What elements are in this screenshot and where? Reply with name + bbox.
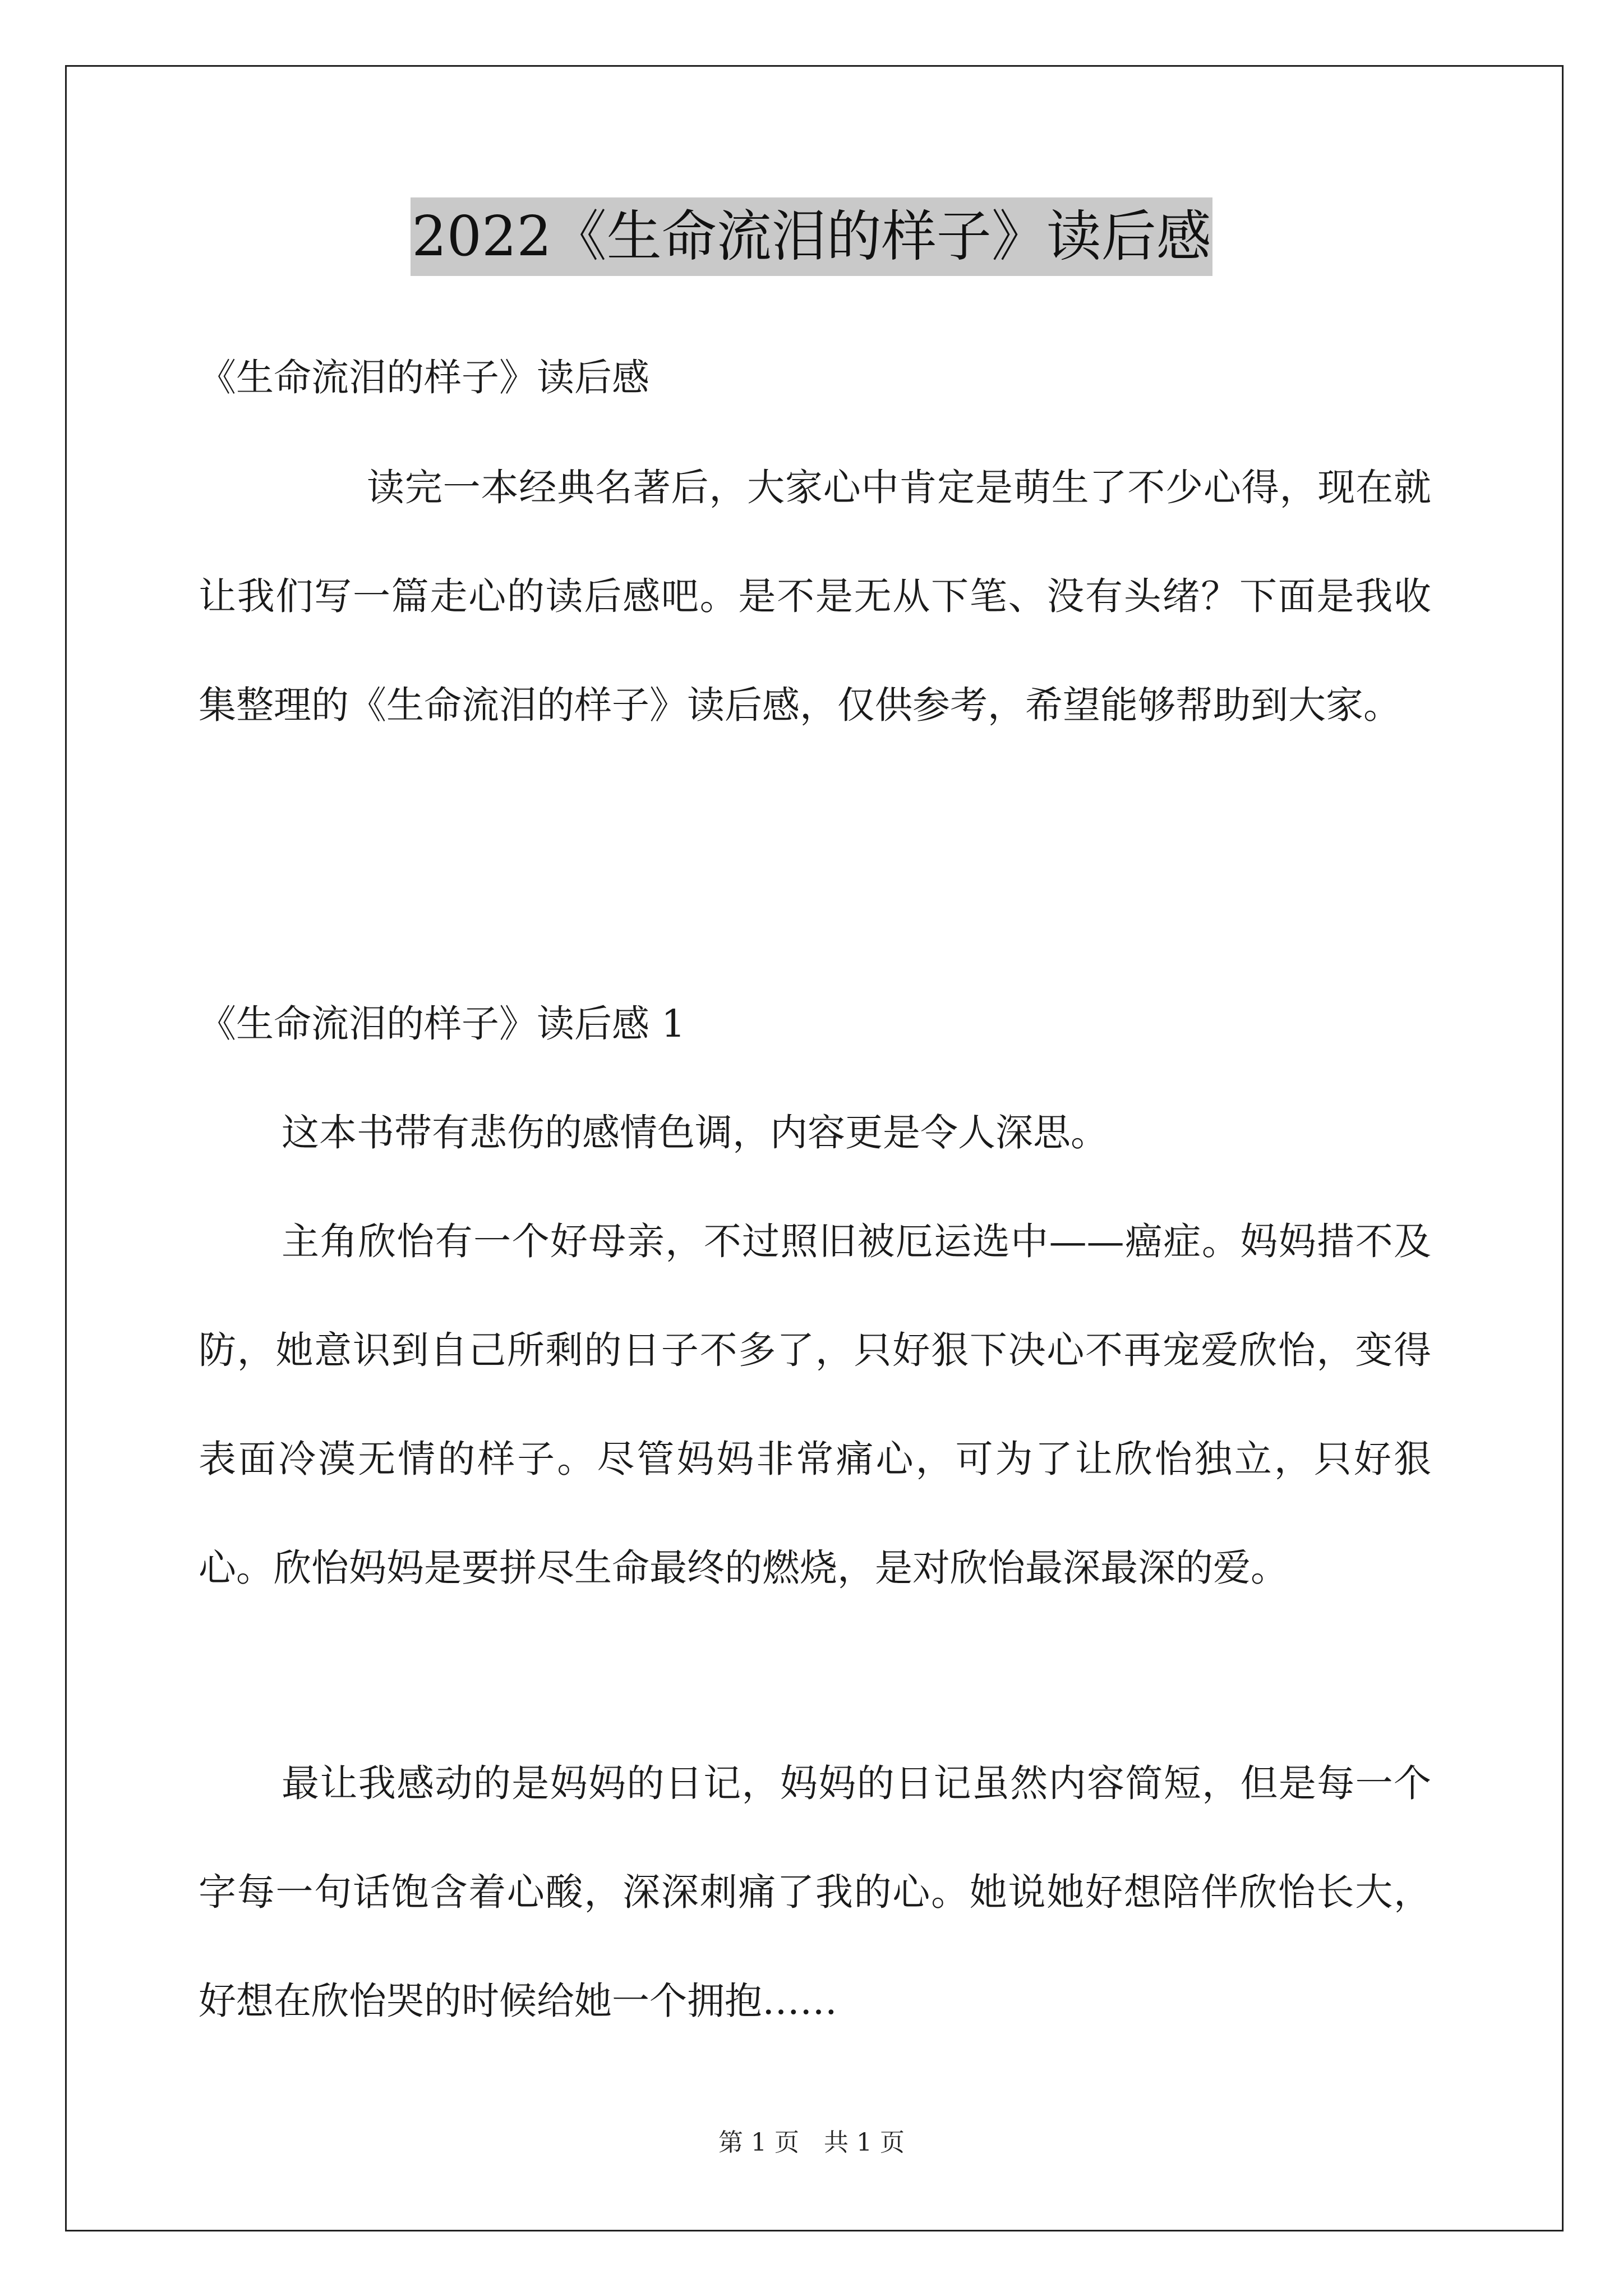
title-container [0, 197, 1623, 276]
body-paragraph-3: 最让我感动的是妈妈的日记，妈妈的日记虽然内容简短，但是每一个字每一句话饱含着心酸，深深刺痛了我的心。她说她好想陪伴欣怡长大，好想在欣怡哭的时候给她一个拥抱…… [199, 1761, 1431, 2023]
body-paragraph-2: 主角欣怡有一个好母亲，不过照旧被厄运选中——癌症。妈妈措不及防，她意识到自己所剩的日子不多了，只好狠下决心不再宠爱欣怡，变得表面冷漠无情的样子。尽管妈妈非常痛心，可为了让欣怡独立，只好狠心。欣怡妈妈是要拼尽生命最终的燃烧，是对欣怡最深最深的爱。 [199, 1220, 1431, 1590]
body-paragraph-1: 这本书带有悲伤的感情色调，内容更是令人深思。 [282, 1111, 1108, 1154]
page-footer: 第 1 页 共 1 页 [718, 2128, 905, 2157]
section-heading: 《生命流泪的样子》读后感 1 [199, 1002, 685, 1046]
intro-paragraph: 读完一本经典名著后，大家心中肯定是萌生了不少心得，现在就让我们写一篇走心的读后感吧。是不是无从下笔、没有头绪？下面是我收集整理的《生命流泪的样子》读后感，仅供参考，希望能够帮助到大家。 [199, 466, 1431, 727]
document-subtitle: 《生命流泪的样子》读后感 [199, 356, 649, 399]
document-title: 2022《生命流泪的样子》读后感 [411, 197, 1212, 276]
